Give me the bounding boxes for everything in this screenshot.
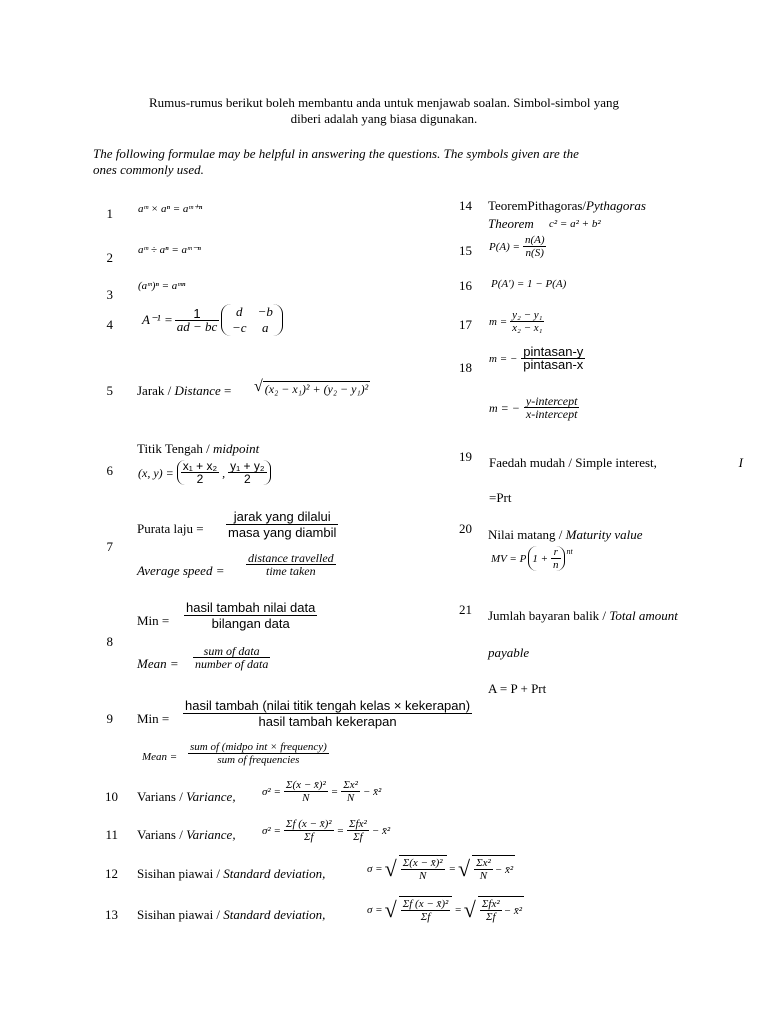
intro-line-1: Rumus-rumus berikut boleh membantu anda untuk menjawab soalan. Simbol-simbol yang: [148, 95, 620, 110]
fraction-numerator: Σx²: [343, 779, 358, 791]
fraction-numerator: Σf (x − x̄)²: [285, 818, 332, 830]
fraction-numerator: r: [551, 546, 561, 559]
item-number: 12: [105, 866, 118, 881]
formula-10: σ² = $\frac{\text{Σ(x − x̄)²}}{N}$ = $\frac{\text{Σx²}}{N}$ − x̄²: [262, 779, 382, 804]
item-number: 20: [459, 521, 472, 536]
label-purata-laju: Purata laju =: [137, 521, 204, 536]
formula-21: A = P + Prt: [488, 681, 547, 696]
fraction-denominator: Σf: [353, 831, 363, 843]
intro-en-line-1: The following formulae may be helpful in answering the questions. The symbols given are the: [93, 146, 579, 161]
exponent: nt: [566, 547, 573, 556]
fraction-numerator: jarak yang dilalui: [226, 509, 338, 525]
fraction-denominator: hasil tambah kekerapan: [258, 714, 397, 729]
fraction-numerator: Σfx²: [349, 818, 367, 830]
label-maturity-value: Nilai matang / Maturity value: [488, 527, 643, 542]
item-number: 4: [106, 317, 113, 332]
fraction-grouped-mean-en: [188, 741, 329, 766]
fraction-denominator: masa yang diambil: [228, 525, 337, 540]
item-number: 21: [459, 602, 472, 617]
fraction-denominator: 2: [196, 472, 204, 486]
fraction-denominator: N: [418, 870, 427, 882]
fraction-denominator: Σf: [485, 911, 496, 923]
matrix-entry: d: [236, 304, 243, 319]
formula-5: √ (x₂ − x₁)² + (y₂ − y₁)²: [254, 378, 369, 397]
formula-4-lhs: A⁻¹ =: [142, 312, 173, 327]
formula-2: aᵐ ÷ aⁿ = aᵐ⁻ⁿ: [138, 244, 201, 256]
item-number: 1: [106, 206, 113, 221]
label-variance: Varians / Variance,: [137, 827, 236, 842]
fraction-denominator: time taken: [265, 564, 316, 578]
matrix-entry: −b: [257, 304, 273, 319]
fraction-grouped-mean-ms: [183, 698, 472, 729]
fraction-denominator: ad − bc: [176, 318, 218, 334]
item-number: 5: [106, 383, 113, 398]
item-number: 19: [459, 449, 472, 464]
fraction-numerator: pintasan-y: [523, 344, 584, 359]
label-min: Min =: [137, 613, 170, 628]
fraction-speed-ms: [226, 509, 338, 540]
fraction-denominator: 2: [243, 472, 251, 486]
fraction-numerator: y₁ + y₂: [230, 459, 265, 473]
item-number: 10: [105, 789, 118, 804]
label-variance: Varians / Variance,: [137, 789, 236, 804]
formula-1: aᵐ × aⁿ = aᵐ⁺ⁿ: [138, 203, 203, 215]
fraction-numerator: Σf (x − x̄)²: [402, 898, 449, 910]
fraction-denominator: n(S): [525, 247, 544, 259]
fraction-denominator: x₂ − x₁: [512, 322, 543, 334]
label-mean: Mean =: [142, 751, 178, 763]
item-number: 14: [459, 198, 472, 213]
fraction-numerator: distance travelled: [248, 551, 334, 565]
item-number: 8: [106, 634, 113, 649]
fraction-denominator: N: [479, 870, 488, 882]
item-number: 13: [105, 907, 118, 922]
fraction-numerator: Σfx²: [481, 898, 500, 910]
label-simple-interest: Faedah mudah / Simple interest, I: [489, 455, 743, 470]
label-theorem: Theorem: [488, 216, 534, 231]
fraction-denominator: bilangan data: [211, 616, 290, 631]
fraction-numerator: 1: [175, 308, 220, 321]
label-standard-deviation: Sisihan piawai / Standard deviation,: [137, 866, 326, 881]
fraction-denominator: sum of frequencies: [217, 754, 300, 766]
sqrt-content: (x₂ − x₁)² + (y₂ − y₁)²: [264, 382, 369, 397]
item-number: 11: [105, 827, 118, 842]
label-standard-deviation: Sisihan piawai / Standard deviation,: [137, 907, 326, 922]
label-midpoint: Titik Tengah / midpoint: [137, 441, 260, 456]
fraction-mean-ms: [184, 600, 317, 631]
item-number: 17: [459, 317, 472, 332]
fraction-numerator: Σ(x − x̄)²: [285, 779, 326, 791]
item-number: 15: [459, 243, 472, 258]
fraction-numerator: y-intercept: [525, 394, 578, 408]
fraction-numerator: n(A): [524, 234, 545, 246]
item-number: 18: [459, 360, 472, 375]
formula-16: P(A') = 1 − P(A): [491, 278, 567, 290]
label-mean: Mean =: [137, 656, 179, 671]
fraction-mean-en: [193, 645, 270, 670]
label-payable: payable: [488, 645, 530, 660]
fraction-numerator: Σ(x − x̄)²: [402, 857, 443, 869]
fraction-numerator: x₁ + x₂: [182, 459, 218, 473]
formula-12: σ = √ $\frac{\text{Σ(x − x̄)²}}{N}$ = √ $\frac{\text{Σx²}}{N}$ − x̄²: [367, 855, 514, 882]
intro-line-2: diberi adalah yang biasa digunakan.: [290, 111, 478, 126]
label-average-speed: Average speed =: [137, 563, 225, 578]
label-total-amount: Jumlah bayaran balik / Total amount: [488, 608, 678, 623]
formula-11: σ² = $\frac{\text{Σf (x − x̄)²}}{\Sigma f}$ = $\frac{\text{Σfx²}}{\Sigma f}$ − x̄²: [262, 818, 391, 843]
fraction-numerator: Σx²: [476, 857, 491, 869]
fraction-denominator: N: [302, 792, 310, 804]
formula-3: (aᵐ)ⁿ = aᵐⁿ: [138, 280, 186, 292]
fraction-denominator: pintasan-x: [523, 357, 584, 372]
item-number: 6: [106, 463, 113, 478]
fraction-numerator: hasil tambah nilai data: [186, 600, 316, 615]
formula-13: σ = √ $\frac{\text{Σf (x − x̄)²}}{\Sigma f}$ = √ $\frac{\text{Σfx²}}{\Sigma f}$ − x̄²: [367, 896, 522, 923]
formula-18-en: m = − $\frac{\text{y-intercept}}{\text{x-intercept}}$: [489, 394, 578, 421]
fraction-denominator: Σf: [420, 911, 431, 923]
fraction-numerator: y₂ − y₁: [512, 309, 543, 321]
fraction-speed-en: [246, 552, 336, 577]
fraction-numerator: sum of data: [193, 645, 270, 658]
formula-19: =Prt: [489, 490, 512, 505]
item-number: 7: [106, 539, 113, 554]
formula-20: MV = P 1 + $\frac{r}{n}$ nt: [491, 546, 573, 571]
label-distance: Jarak / Distance =: [137, 383, 232, 398]
formula-17: m = $\frac{\text{y₂ − y₁}}{\text{x₂ − x₁}}$: [489, 309, 543, 334]
formula-6: (x, y) = $\frac{\text{x₁ + x₂}}{2}$ , $\frac{\text{y₁ + y₂}}{2}$: [138, 460, 271, 485]
fraction-denominator: N: [346, 792, 355, 804]
formula-4: [142, 304, 283, 336]
item-number: 16: [459, 278, 472, 293]
formula-14: c² = a² + b²: [549, 218, 601, 230]
intro-en-line-2: ones commonly used.: [93, 162, 204, 177]
label-min: Min =: [137, 711, 170, 726]
fraction-denominator: Σf: [303, 831, 314, 843]
fraction-denominator: n: [553, 559, 559, 571]
fraction-numerator: sum of (midpo int × frequency): [190, 741, 327, 753]
item-number: 3: [106, 287, 113, 302]
formula-15: P(A) = $\frac{n(A)}{n(S)}$: [489, 234, 545, 259]
matrix: [221, 304, 283, 336]
formula-18-ms: m = − $\frac{\text{pintasan-y}}{\text{pintasan-x}}$: [489, 344, 584, 372]
fraction-denominator: x-intercept: [525, 407, 578, 421]
item-number: 2: [106, 250, 113, 265]
fraction-numerator: hasil tambah (nilai titik tengah kelas × kekerapan): [185, 698, 471, 713]
matrix-entry: a: [262, 320, 269, 335]
label-pythagoras: TeoremPithagoras/Pythagoras: [488, 198, 646, 213]
item-number: 9: [106, 711, 113, 726]
fraction-denominator: number of data: [195, 657, 269, 671]
matrix-entry: −c: [232, 320, 247, 335]
